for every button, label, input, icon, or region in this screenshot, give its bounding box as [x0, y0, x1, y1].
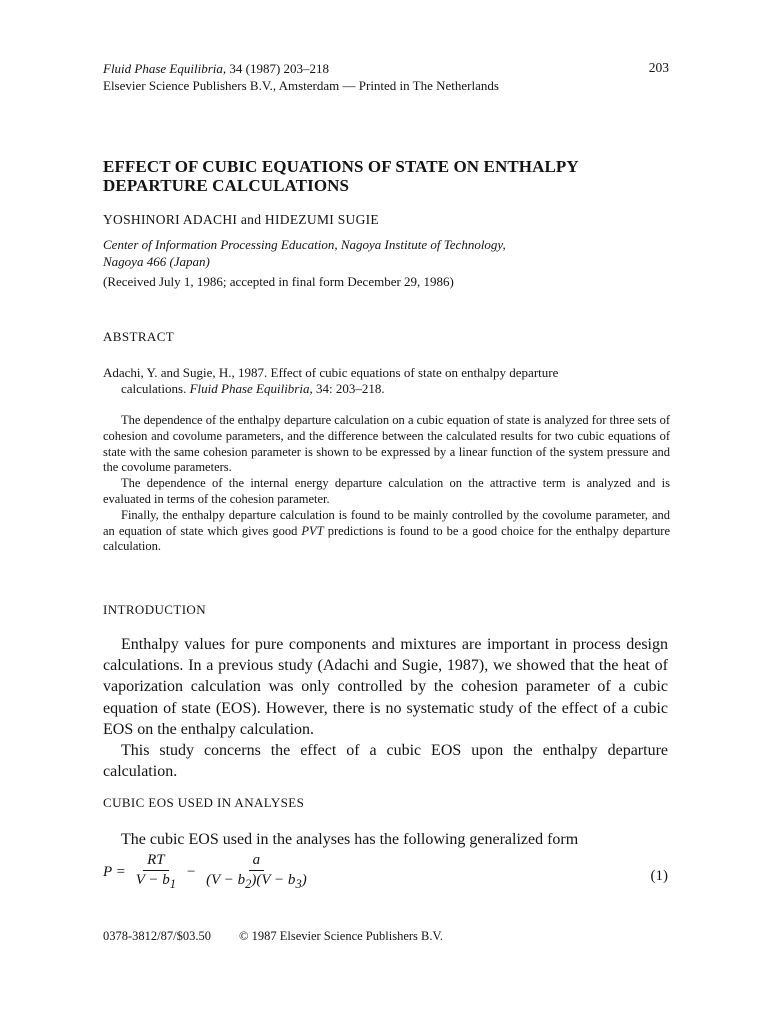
- introduction-heading: INTRODUCTION: [103, 602, 207, 617]
- citation-line-2: [103, 381, 670, 397]
- abstract-paragraph-1: The dependence of the enthalpy departure calculation on a cubic equation of state is analyzed for three sets of cohesion and covolume parameters, and the difference between the calculated results for two cubic equations of state with the same cohesion parameter is shown to be expressed by a linear function of the system pressure and the covolume parameters.: [103, 413, 670, 475]
- authors: YOSHINORI ADACHI and HIDEZUMI SUGIE: [103, 212, 379, 227]
- pvt-term: PVT: [301, 523, 324, 538]
- abstract-body: [103, 413, 670, 555]
- citation-text: Adachi, Y. and Sugie, H., 1987. Effect of cubic equations of state on enthalpy departure: [103, 365, 559, 380]
- affiliation-line-1: Center of Information Processing Education, Nagoya Institute of Technology,: [103, 237, 506, 252]
- received-dates: (Received July 1, 1986; accepted in final form December 29, 1986): [103, 274, 454, 289]
- equation-term-1: [132, 852, 180, 893]
- abstract-heading: ABSTRACT: [103, 329, 175, 344]
- issn-code: 0378-3812/87/$03.50: [103, 929, 211, 943]
- term-2-den-c: ): [301, 872, 307, 888]
- equation-term-2: [202, 852, 311, 893]
- introduction-paragraph-1: Enthalpy values for pure components and mixtures are important in process design calculations. In a previous study (Adachi and Sugie, 1987), we showed that the heat of vaporization calculation was only controlled by the cohesion parameter of a cubic equation of state (EOS). However, there is no systematic study of the effect of a cubic EOS on the enthalpy calculation.: [103, 636, 668, 738]
- cubic-eos-heading: CUBIC EOS USED IN ANALYSES: [103, 795, 305, 810]
- journal-name: Fluid Phase Equilibria,: [103, 61, 227, 76]
- term-2-numerator: a: [249, 852, 265, 871]
- equation-1: [103, 852, 317, 893]
- equation-number: (1): [650, 868, 668, 884]
- term-1-denominator: [132, 871, 180, 893]
- citation-line2-start: calculations.: [121, 381, 190, 396]
- term-2-den-b: )(V − b: [251, 872, 296, 888]
- page-number: 203: [648, 60, 669, 75]
- affiliation-line-2: Nagoya 466 (Japan): [103, 254, 210, 269]
- equation-minus: −: [186, 864, 197, 880]
- term-1-den-text: V − b: [135, 872, 170, 888]
- citation-journal: Fluid Phase Equilibria,: [189, 381, 313, 396]
- introduction-body: [103, 634, 668, 782]
- equation-lhs: P =: [103, 864, 126, 880]
- citation-end: 34: 203–218.: [312, 381, 385, 396]
- article-title: EFFECT OF CUBIC EQUATIONS OF STATE ON ENTHALPY DEPARTURE CALCULATIONS: [103, 157, 579, 195]
- term-2-den-sub-b: 3: [295, 877, 302, 891]
- journal-citation-line: [103, 60, 499, 77]
- term-2-denominator: [202, 871, 311, 893]
- abstract-paragraph-3-start: Finally, the enthalpy departure calculation is found to be mainly controlled by the covolume parameter, and an equation of state which gives good: [103, 507, 670, 538]
- page-footer: [103, 929, 443, 944]
- term-2-den-sub-a: 2: [245, 877, 252, 891]
- introduction-paragraph-2: This study concerns the effect of a cubic EOS upon the enthalpy departure calculation.: [103, 742, 668, 781]
- copyright: © 1987 Elsevier Science Publishers B.V.: [238, 929, 444, 943]
- term-1-den-sub: 1: [169, 877, 177, 891]
- cubic-eos-paragraph: The cubic EOS used in the analyses has the following generalized form: [121, 831, 579, 848]
- abstract-citation: [103, 365, 670, 397]
- affiliation: [103, 236, 623, 270]
- abstract-paragraph-2: The dependence of the internal energy departure calculation on the attractive term is analyzed and is evaluated in terms of the cohesion parameter.: [103, 476, 670, 506]
- abstract-paragraph-3-end: predictions is found to be a good choice for the enthalpy departure calculation.: [103, 523, 671, 554]
- journal-volume: 34 (1987) 203–218: [226, 61, 330, 76]
- abstract-paragraph-3: [103, 508, 670, 555]
- term-1-numerator: RT: [143, 852, 169, 871]
- term-2-den-a: (V − b: [206, 872, 246, 888]
- publisher-line: Elsevier Science Publishers B.V., Amsterdam — Printed in The Netherlands: [103, 78, 499, 93]
- journal-header: [103, 60, 499, 94]
